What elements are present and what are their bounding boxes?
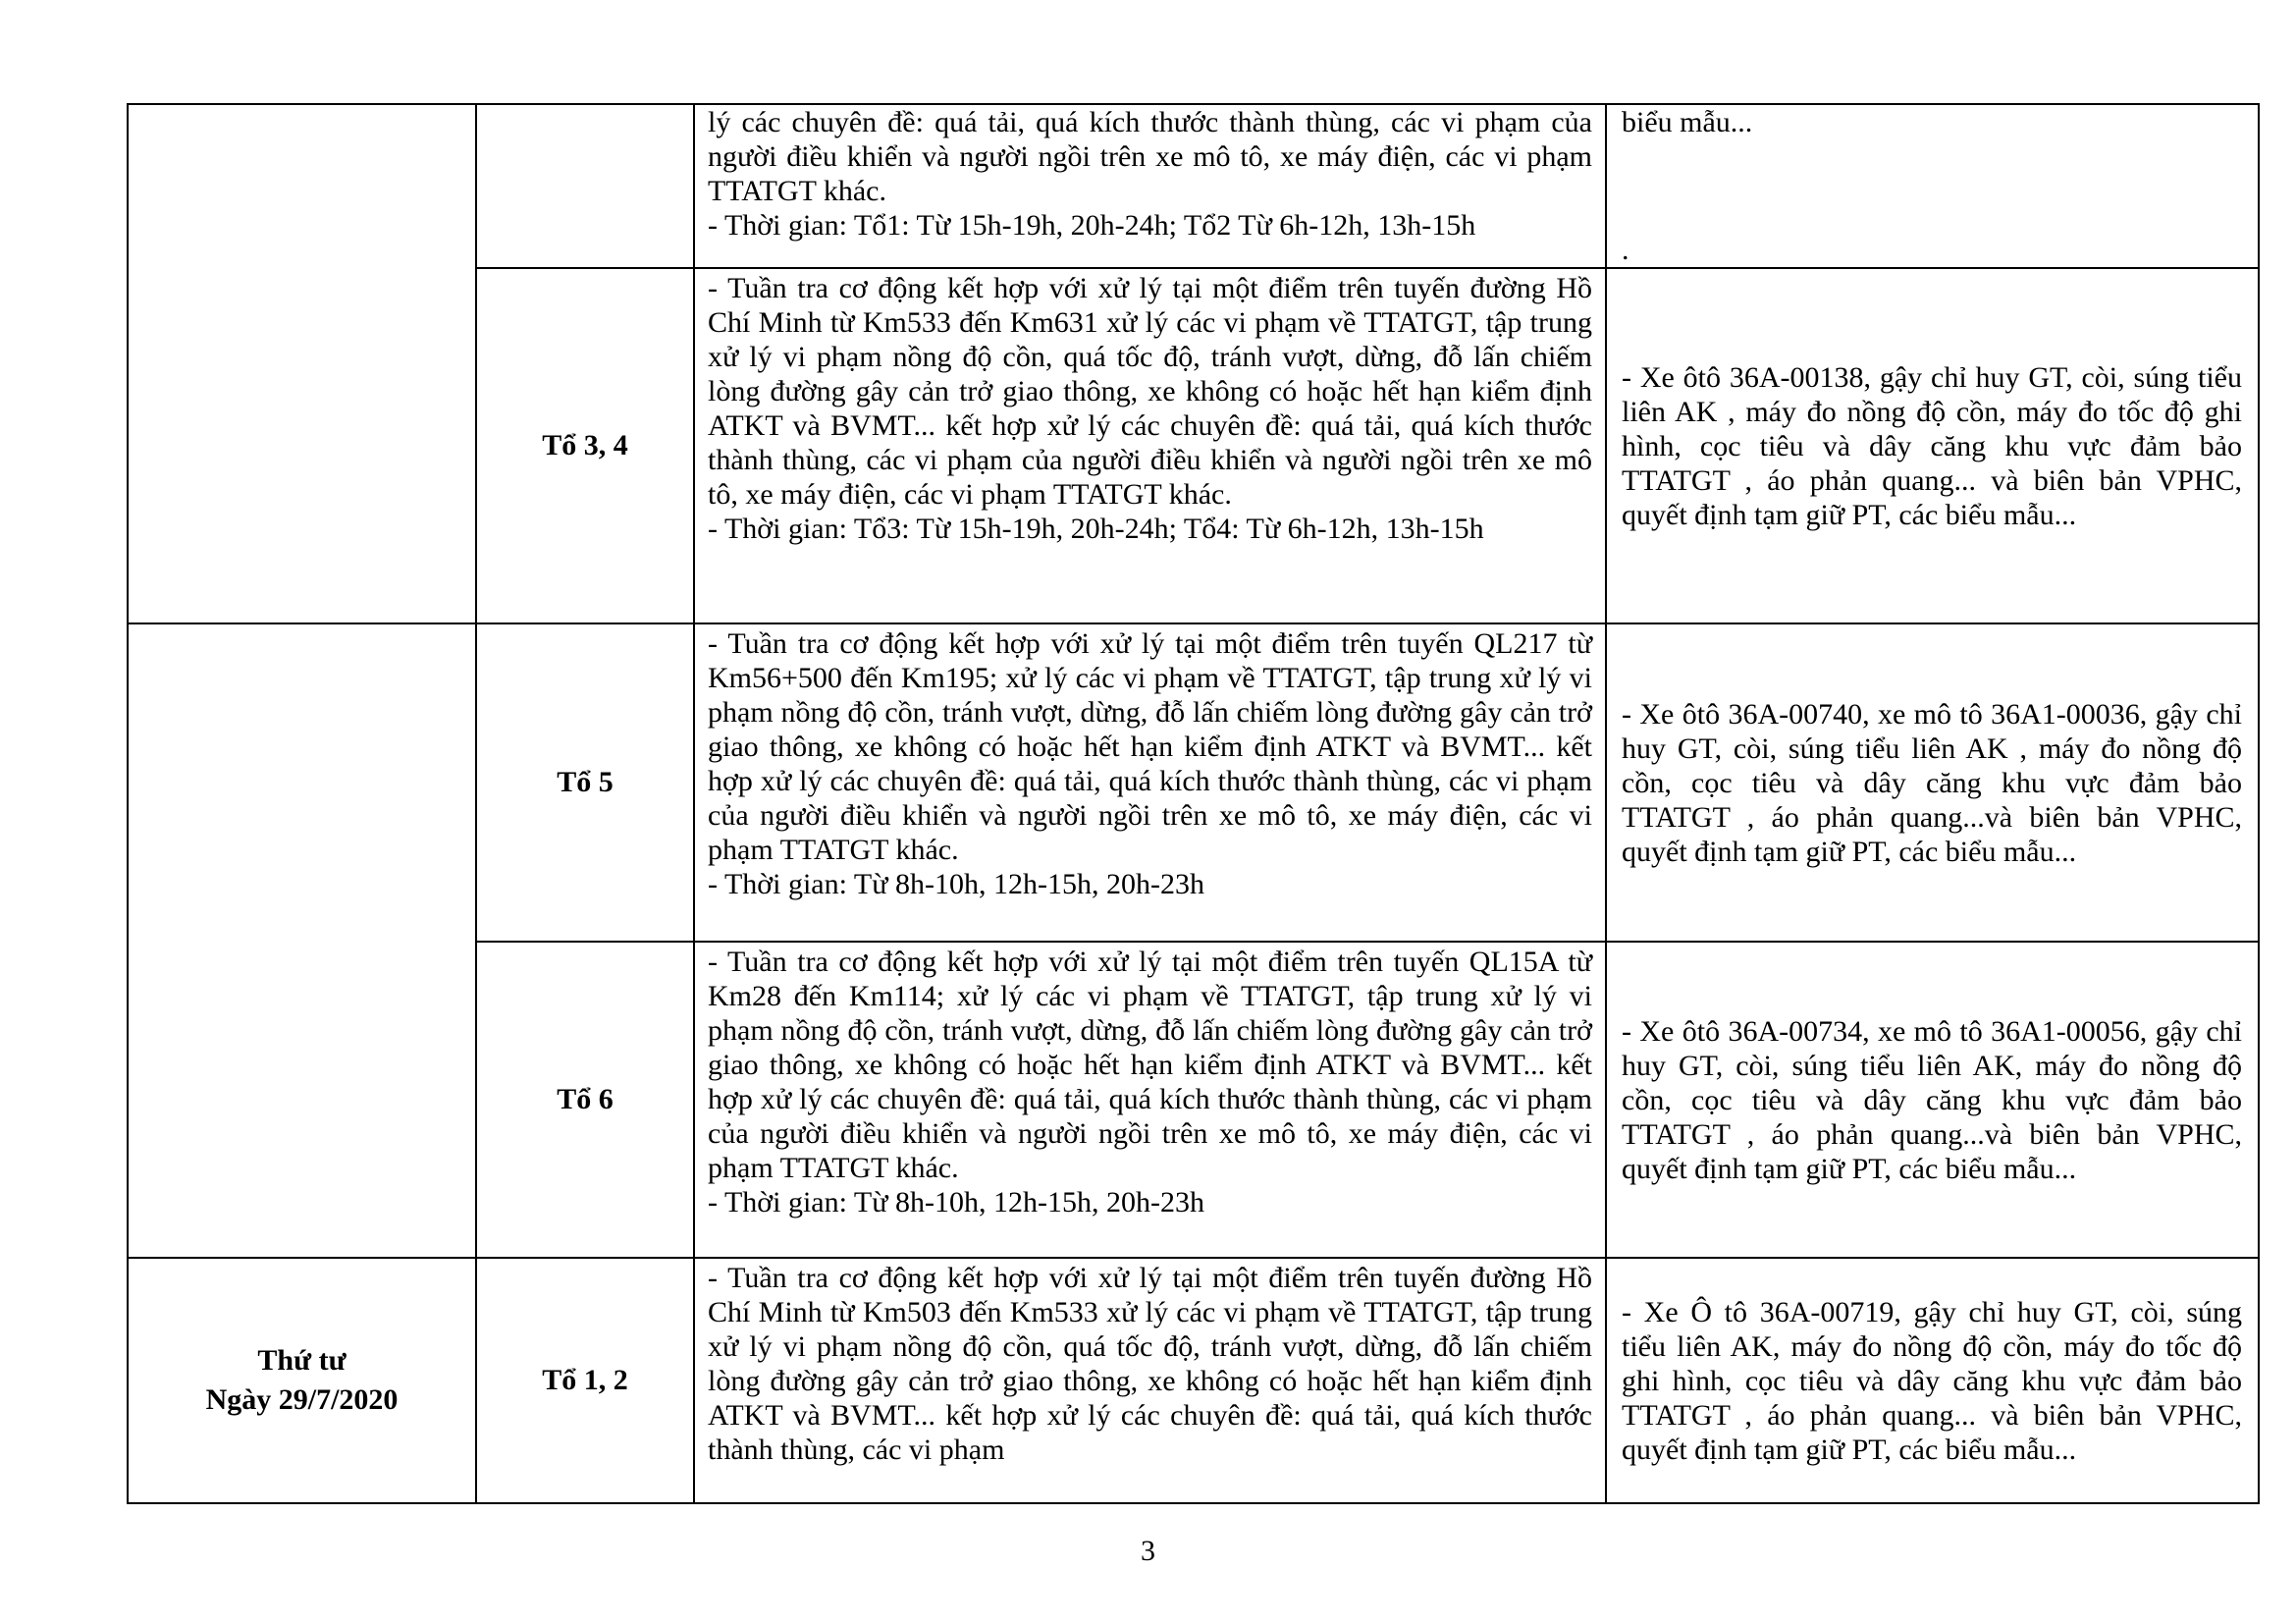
task-description: - Tuần tra cơ động kết hợp với xử lý tại một điểm trên tuyến QL15A từ Km28 đến Km114; xử lý các vi phạm về TTATGT, tập trung xử lý vi phạm nồng độ cồn, tránh vượt, dừng, đỗ lấn chiếm lòng đường gây cản trở giao thông, xe không có hoặc hết hạn kiểm định ATKT và BVMT... kết hợp xử lý các chuyên đề: quá tải, quá kích thước thành thùng, các vi phạm của người điều khiển và người ngồi trên xe mô tô, xe máy điện, các vi phạm TTATGT khác.	[708, 946, 1592, 1184]
task-cell	[694, 268, 1606, 623]
page-number: 3	[1141, 1535, 1155, 1567]
equipment-description: - Xe ôtô 36A-00138, gậy chỉ huy GT, còi, súng tiểu liên AK , máy đo nồng độ cồn, máy đo tốc độ ghi hình, cọc tiêu và dây căng khu vực đảm bảo TTATGT , áo phản quang... và biên bản VPHC, quyết định tạm giữ PT, các biểu mẫu...	[1622, 360, 2242, 531]
equipment-description: biểu mẫu...	[1622, 106, 1753, 138]
task-description: lý các chuyên đề: quá tải, quá kích thước thành thùng, các vi phạm của người điều khiển và người ngồi trên xe mô tô, xe máy điện, các vi phạm TTATGT khác.	[708, 106, 1592, 207]
equipment-cell	[1606, 1258, 2259, 1503]
task-description: - Tuần tra cơ động kết hợp với xử lý tại một điểm trên tuyến QL217 từ Km56+500 đến Km195; xử lý các vi phạm về TTATGT, tập trung xử lý vi phạm nồng độ cồn, tránh vượt, dừng, đỗ lấn chiếm lòng đường gây cản trở giao thông, xe không có hoặc hết hạn kiểm định ATKT và BVMT... kết hợp xử lý các chuyên đề: quá tải, quá kích thước thành thùng, các vi phạm của người điều khiển và người ngồi trên xe mô tô, xe máy điện, các vi phạm TTATGT khác.	[708, 627, 1592, 866]
group-cell	[476, 104, 694, 268]
task-cell	[694, 104, 1606, 268]
table-row	[128, 1258, 2259, 1503]
equipment-cell	[1606, 942, 2259, 1258]
equipment-cell	[1606, 268, 2259, 623]
table-row	[128, 104, 2259, 268]
table-row	[128, 623, 2259, 942]
day-label: Thứ tư	[257, 1344, 347, 1377]
equipment-description: - Xe Ô tô 36A-00719, gậy chỉ huy GT, còi, súng tiểu liên AK, máy đo nồng độ cồn, máy đo tốc độ ghi hình, cọc tiêu và dây căng khu vực đảm bảo TTATGT , áo phản quang... và biên bản VPHC, quyết định tạm giữ PT, các biểu mẫu...	[1622, 1295, 2242, 1466]
equipment-description: - Xe ôtô 36A-00734, xe mô tô 36A1-00056, gậy chỉ huy GT, còi, súng tiểu liên AK, máy đo nồng độ cồn, cọc tiêu và dây căng khu vực đảm bảo TTATGT , áo phản quang...và biên bản VPHC, quyết định tạm giữ PT, các biểu mẫu...	[1622, 1014, 2242, 1185]
group-label: Tổ 3, 4	[542, 429, 628, 461]
equipment-description: - Xe ôtô 36A-00740, xe mô tô 36A1-00036, gậy chỉ huy GT, còi, súng tiểu liên AK , máy đo nồng độ cồn, cọc tiêu và dây căng khu vực đảm bảo TTATGT , áo phản quang...và biên bản VPHC, quyết định tạm giữ PT, các biểu mẫu...	[1622, 697, 2242, 868]
task-time: - Thời gian: Tổ3: Từ 15h-19h, 20h-24h; Tổ4: Từ 6h-12h, 13h-15h	[708, 513, 1484, 545]
group-cell	[476, 268, 694, 623]
task-description: - Tuần tra cơ động kết hợp với xử lý tại một điểm trên tuyến đường Hồ Chí Minh từ Km503 đến Km533 xử lý các vi phạm về TTATGT, tập trung xử lý vi phạm nồng độ cồn, quá tốc độ, tránh vượt, dừng, đỗ lấn chiếm lòng đường gây cản trở giao thông, xe không có hoặc hết hạn kiểm định ATKT và BVMT... kết hợp xử lý các chuyên đề: quá tải, quá kích thước thành thùng, các vi phạm	[708, 1262, 1592, 1466]
task-cell	[694, 942, 1606, 1258]
day-cell	[128, 104, 476, 623]
group-label: Tổ 6	[557, 1083, 614, 1115]
day-cell	[128, 623, 476, 1258]
group-cell	[476, 1258, 694, 1503]
group-label: Tổ 5	[557, 766, 614, 798]
equipment-tail: .	[1622, 234, 1629, 266]
task-time: - Thời gian: Từ 8h-10h, 12h-15h, 20h-23h	[708, 1186, 1204, 1218]
task-cell	[694, 1258, 1606, 1503]
group-cell	[476, 623, 694, 942]
date-label: Ngày 29/7/2020	[205, 1383, 399, 1416]
equipment-cell	[1606, 104, 2259, 268]
task-time: - Thời gian: Tổ1: Từ 15h-19h, 20h-24h; Tổ2 Từ 6h-12h, 13h-15h	[708, 209, 1476, 242]
equipment-cell	[1606, 623, 2259, 942]
task-description: - Tuần tra cơ động kết hợp với xử lý tại một điểm trên tuyến đường Hồ Chí Minh từ Km533 đến Km631 xử lý các vi phạm về TTATGT, tập trung xử lý vi phạm nồng độ cồn, quá tốc độ, tránh vượt, dừng, đỗ lấn chiếm lòng đường gây cản trở giao thông, xe không có hoặc hết hạn kiểm định ATKT và BVMT... kết hợp xử lý các chuyên đề: quá tải, quá kích thước thành thùng, các vi phạm của người điều khiển và người ngồi trên xe mô tô, xe máy điện, các vi phạm TTATGT khác.	[708, 272, 1592, 511]
day-cell	[128, 1258, 476, 1503]
group-cell	[476, 942, 694, 1258]
schedule-table	[127, 103, 2260, 1504]
group-label: Tổ 1, 2	[542, 1364, 628, 1396]
task-cell	[694, 623, 1606, 942]
task-time: - Thời gian: Từ 8h-10h, 12h-15h, 20h-23h	[708, 868, 1204, 900]
